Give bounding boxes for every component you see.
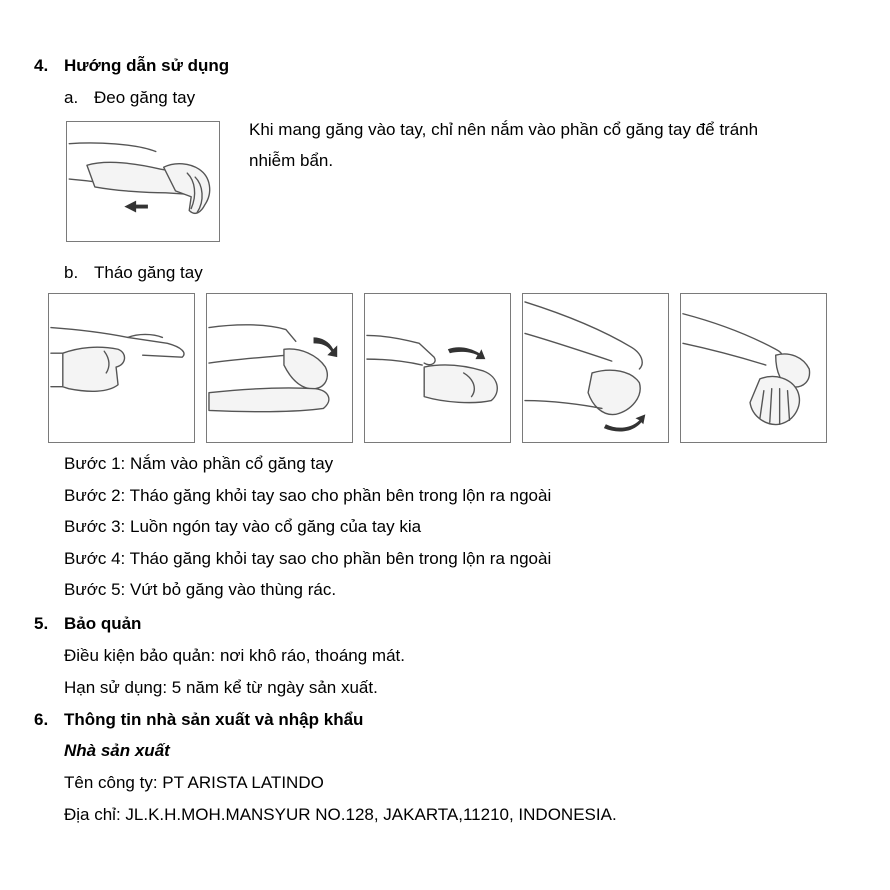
glove-donning-icon xyxy=(67,122,219,241)
removal-step-2-illustration xyxy=(206,293,353,443)
donning-text-line-2: nhiễm bẩn. xyxy=(249,151,334,170)
step-5-text: Bước 5: Vứt bỏ găng vào thùng rác. xyxy=(64,580,337,599)
manufacturer-subtitle: Nhà sản xuất xyxy=(64,741,170,760)
removal-step1-icon xyxy=(49,294,194,442)
glove-donning-illustration xyxy=(66,121,220,242)
sub-b-title: Tháo găng tay xyxy=(94,263,203,282)
removal-step2-icon xyxy=(207,294,352,442)
removal-step-4-illustration xyxy=(522,293,669,443)
step-3-text: Bước 3: Luồn ngón tay vào cổ găng của tay kia xyxy=(64,517,422,536)
shelf-life: Hạn sử dụng: 5 năm kể từ ngày sản xuất. xyxy=(64,678,378,697)
company-name: Tên công ty: PT ARISTA LATINDO xyxy=(64,773,324,792)
section-5-title: Bảo quản xyxy=(64,614,142,633)
removal-step-5-illustration xyxy=(680,293,827,443)
removal-step3-icon xyxy=(365,294,510,442)
section-4-number: 4. xyxy=(34,56,49,75)
sub-a-label: a. xyxy=(64,88,79,107)
section-6-number: 6. xyxy=(34,710,49,729)
removal-step-3-illustration xyxy=(364,293,511,443)
section-6-title: Thông tin nhà sản xuất và nhập khẩu xyxy=(64,710,364,729)
section-5-number: 5. xyxy=(34,614,49,633)
sub-a-title: Đeo găng tay xyxy=(94,88,196,107)
section-4-title: Hướng dẫn sử dụng xyxy=(64,56,230,75)
removal-step4-icon xyxy=(523,294,668,442)
removal-step-1-illustration xyxy=(48,293,195,443)
donning-text-line-1: Khi mang găng vào tay, chỉ nên nắm vào phần cổ găng tay để tránh xyxy=(249,120,759,139)
removal-step5-icon xyxy=(681,294,826,442)
step-2-text: Bước 2: Tháo găng khỏi tay sao cho phần bên trong lộn ra ngoài xyxy=(64,486,552,505)
step-4-text: Bước 4: Tháo găng khỏi tay sao cho phần bên trong lộn ra ngoài xyxy=(64,549,552,568)
company-address: Địa chỉ: JL.K.H.MOH.MANSYUR NO.128, JAKARTA,11210, INDONESIA. xyxy=(64,805,617,824)
sub-b-label: b. xyxy=(64,263,79,282)
step-1-text: Bước 1: Nắm vào phần cổ găng tay xyxy=(64,454,334,473)
storage-conditions: Điều kiện bảo quản: nơi khô ráo, thoáng mát. xyxy=(64,646,405,665)
